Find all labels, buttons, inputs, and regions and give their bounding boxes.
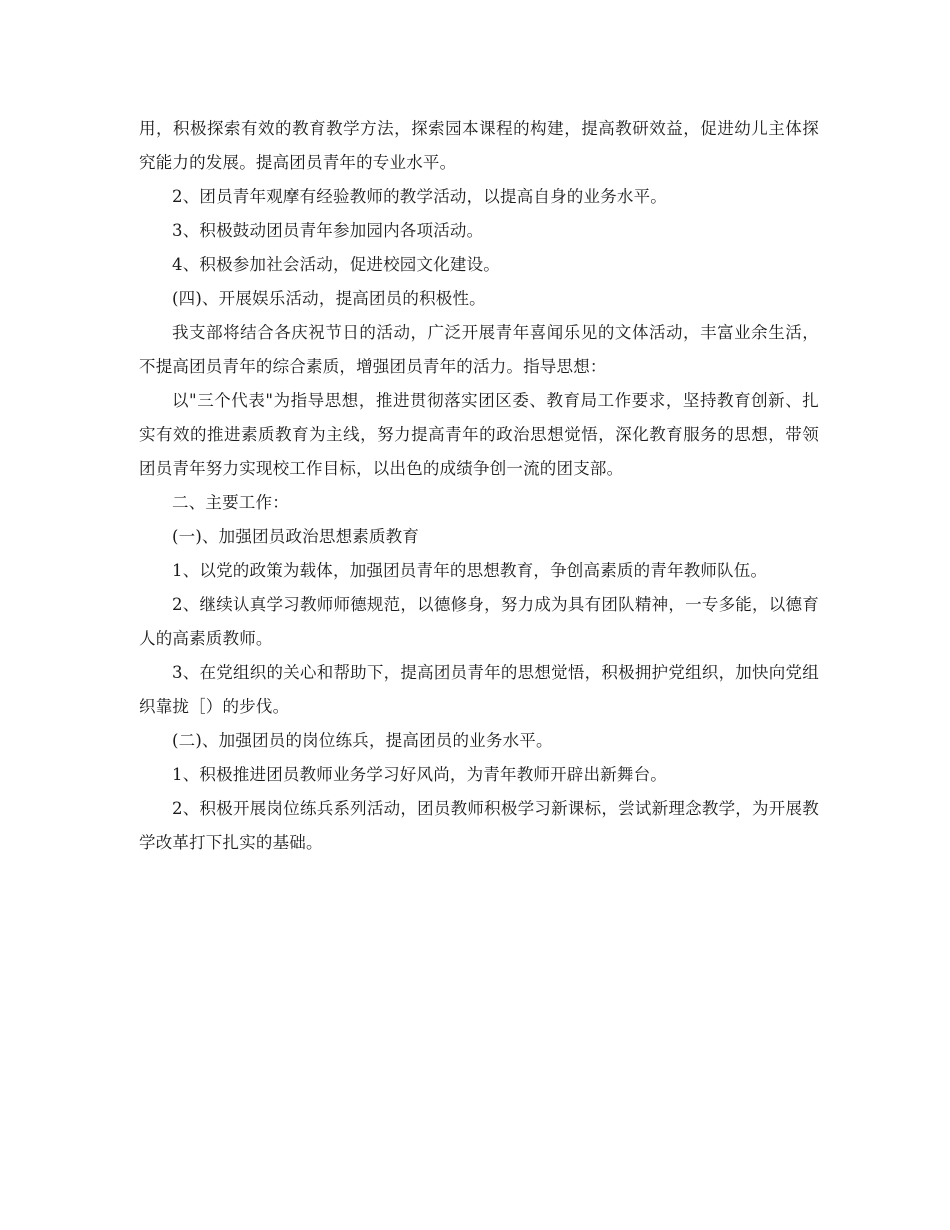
document-body bbox=[139, 112, 819, 860]
paragraph-item-3-activities: 3、积极鼓动团员青年参加园内各项活动。 bbox=[172, 221, 484, 240]
section-heading-4-entertainment: (四)、开展娱乐活动，提高团员的积极性。 bbox=[172, 289, 486, 308]
paragraph-guiding-thought: 以"三个代表"为指导思想，推进贯彻落实团区委、教育局工作要求，坚持教育创新、扎实有效的推进素质教育为主线，努力提高青年的政治思想觉悟，深化教育服务的思想，带领团员青年努力实现校工作目标，以出色的成绩争创一流的团支部。 bbox=[139, 391, 819, 478]
section-heading-1-political: (一)、加强团员政治思想素质教育 bbox=[172, 527, 420, 546]
paragraph-item-2-observe: 2、团员青年观摩有经验教师的教学活动，以提高自身的业务水平。 bbox=[172, 187, 667, 206]
paragraph-item-1-policy: 1、以党的政策为载体，加强团员青年的思想教育，争创高素质的青年教师队伍。 bbox=[172, 561, 768, 580]
paragraph-continuation: 用，积极探索有效的教育教学方法，探索园本课程的构建，提高教研效益，促进幼儿主体探究能力的发展。提高团员青年的专业水平。 bbox=[139, 119, 819, 172]
section-heading-2-training: (二)、加强团员的岗位练兵，提高团员的业务水平。 bbox=[172, 731, 553, 750]
section-heading-main-work: 二、主要工作： bbox=[172, 493, 289, 512]
paragraph-item-2-ethics: 2、继续认真学习教师师德规范，以德修身，努力成为具有团队精神，一专多能，以德育人的高素质教师。 bbox=[139, 595, 819, 648]
paragraph-item-3-party: 3、在党组织的关心和帮助下，提高团员青年的思想觉悟，积极拥护党组织，加快向党组织靠拢［）的步伐。 bbox=[139, 663, 819, 716]
paragraph-item-2-curriculum: 2、积极开展岗位练兵系列活动，团员教师积极学习新课标，尝试新理念教学，为开展教学改革打下扎实的基础。 bbox=[139, 799, 819, 852]
paragraph-item-1-study: 1、积极推进团员教师业务学习好风尚，为青年教师开辟出新舞台。 bbox=[172, 765, 667, 784]
paragraph-branch-plan: 我支部将结合各庆祝节日的活动，广泛开展青年喜闻乐见的文体活动，丰富业余生活，不提高团员青年的综合素质，增强团员青年的活力。指导思想： bbox=[139, 323, 819, 376]
paragraph-item-4-social: 4、积极参加社会活动，促进校园文化建设。 bbox=[172, 255, 500, 274]
